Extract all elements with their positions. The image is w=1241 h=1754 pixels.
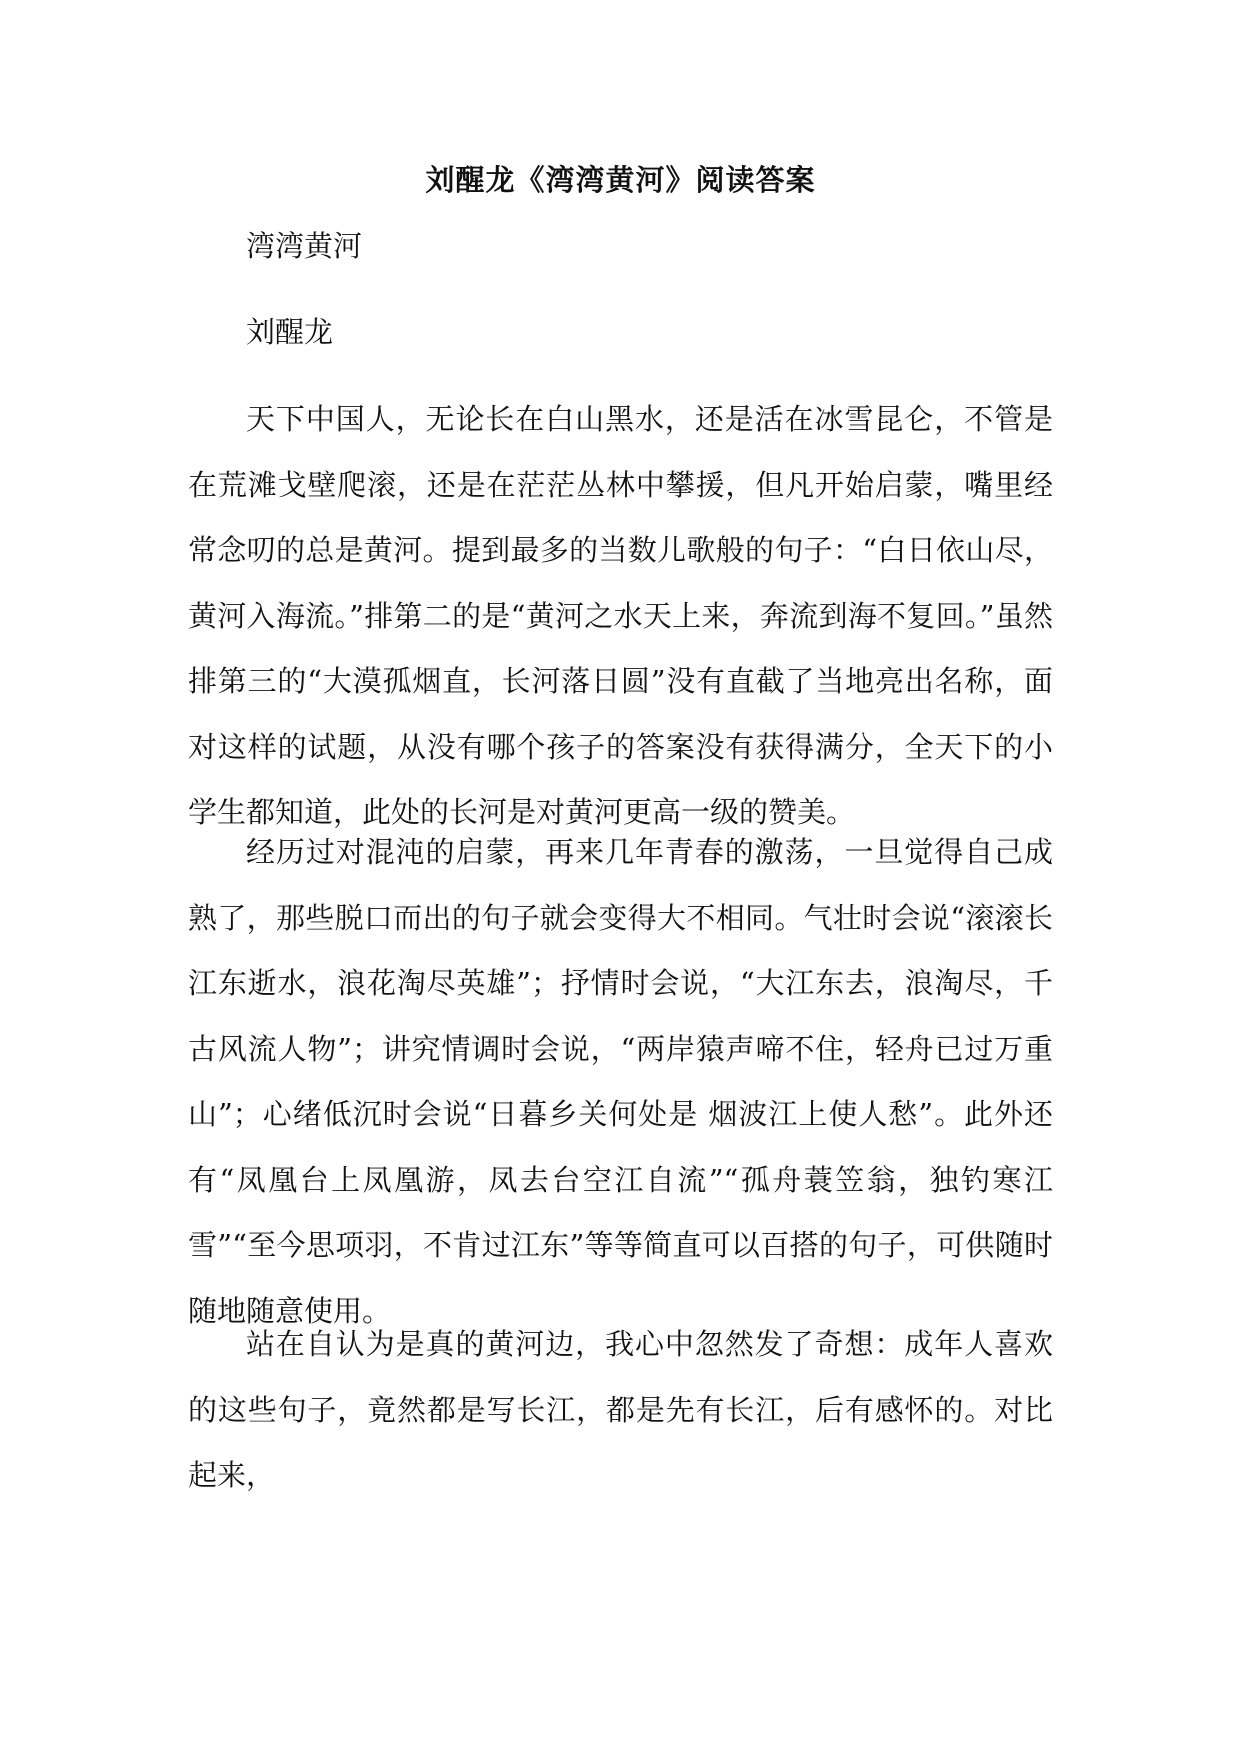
author-name: 刘醒龙 [246, 315, 334, 349]
document-title: 刘醒龙《湾湾黄河》阅读答案 [425, 163, 816, 197]
paragraph-2: 经历过对混沌的启蒙，再来几年青春的激荡，一旦觉得自己成熟了，那些脱口而出的句子就会变得大不相同。气壮时会说“滚滚长江东逝水，浪花淘尽英雄”；抒情时会说，“大江东去，浪淘尽，千古风流人物”；讲究情调时会说，“两岸猿声啼不住，轻舟已过万重山”；心绪低沉时会说“日暮乡关何处是 烟波江上使人愁”。此外还有“凤凰台上凤凰游，凤去台空江自流”“孤舟蓑笠翁，独钓寒江雪”“至今思项羽，不肯过江东”等等简直可以百搭的句子，可供随时随地随意使用。 [188, 835, 1053, 1328]
article-title: 湾湾黄河 [246, 229, 363, 263]
paragraph-3: 站在自认为是真的黄河边，我心中忽然发了奇想：成年人喜欢的这些句子，竟然都是写长江，都是先有长江，后有感怀的。对比起来， [188, 1327, 1053, 1492]
paragraph-1: 天下中国人，无论长在白山黑水，还是活在冰雪昆仑，不管是在荒滩戈壁爬滚，还是在茫茫丛林中攀援，但凡开始启蒙，嘴里经常念叨的总是黄河。提到最多的当数儿歌般的句子：“白日依山尽，黄河入海流。”排第二的是“黄河之水天上来，奔流到海不复回。”虽然排第三的“大漠孤烟直，长河落日圆”没有直截了当地亮出名称，面对这样的试题，从没有哪个孩子的答案没有获得满分，全天下的小学生都知道，此处的长河是对黄河更高一级的赞美。 [188, 402, 1053, 829]
